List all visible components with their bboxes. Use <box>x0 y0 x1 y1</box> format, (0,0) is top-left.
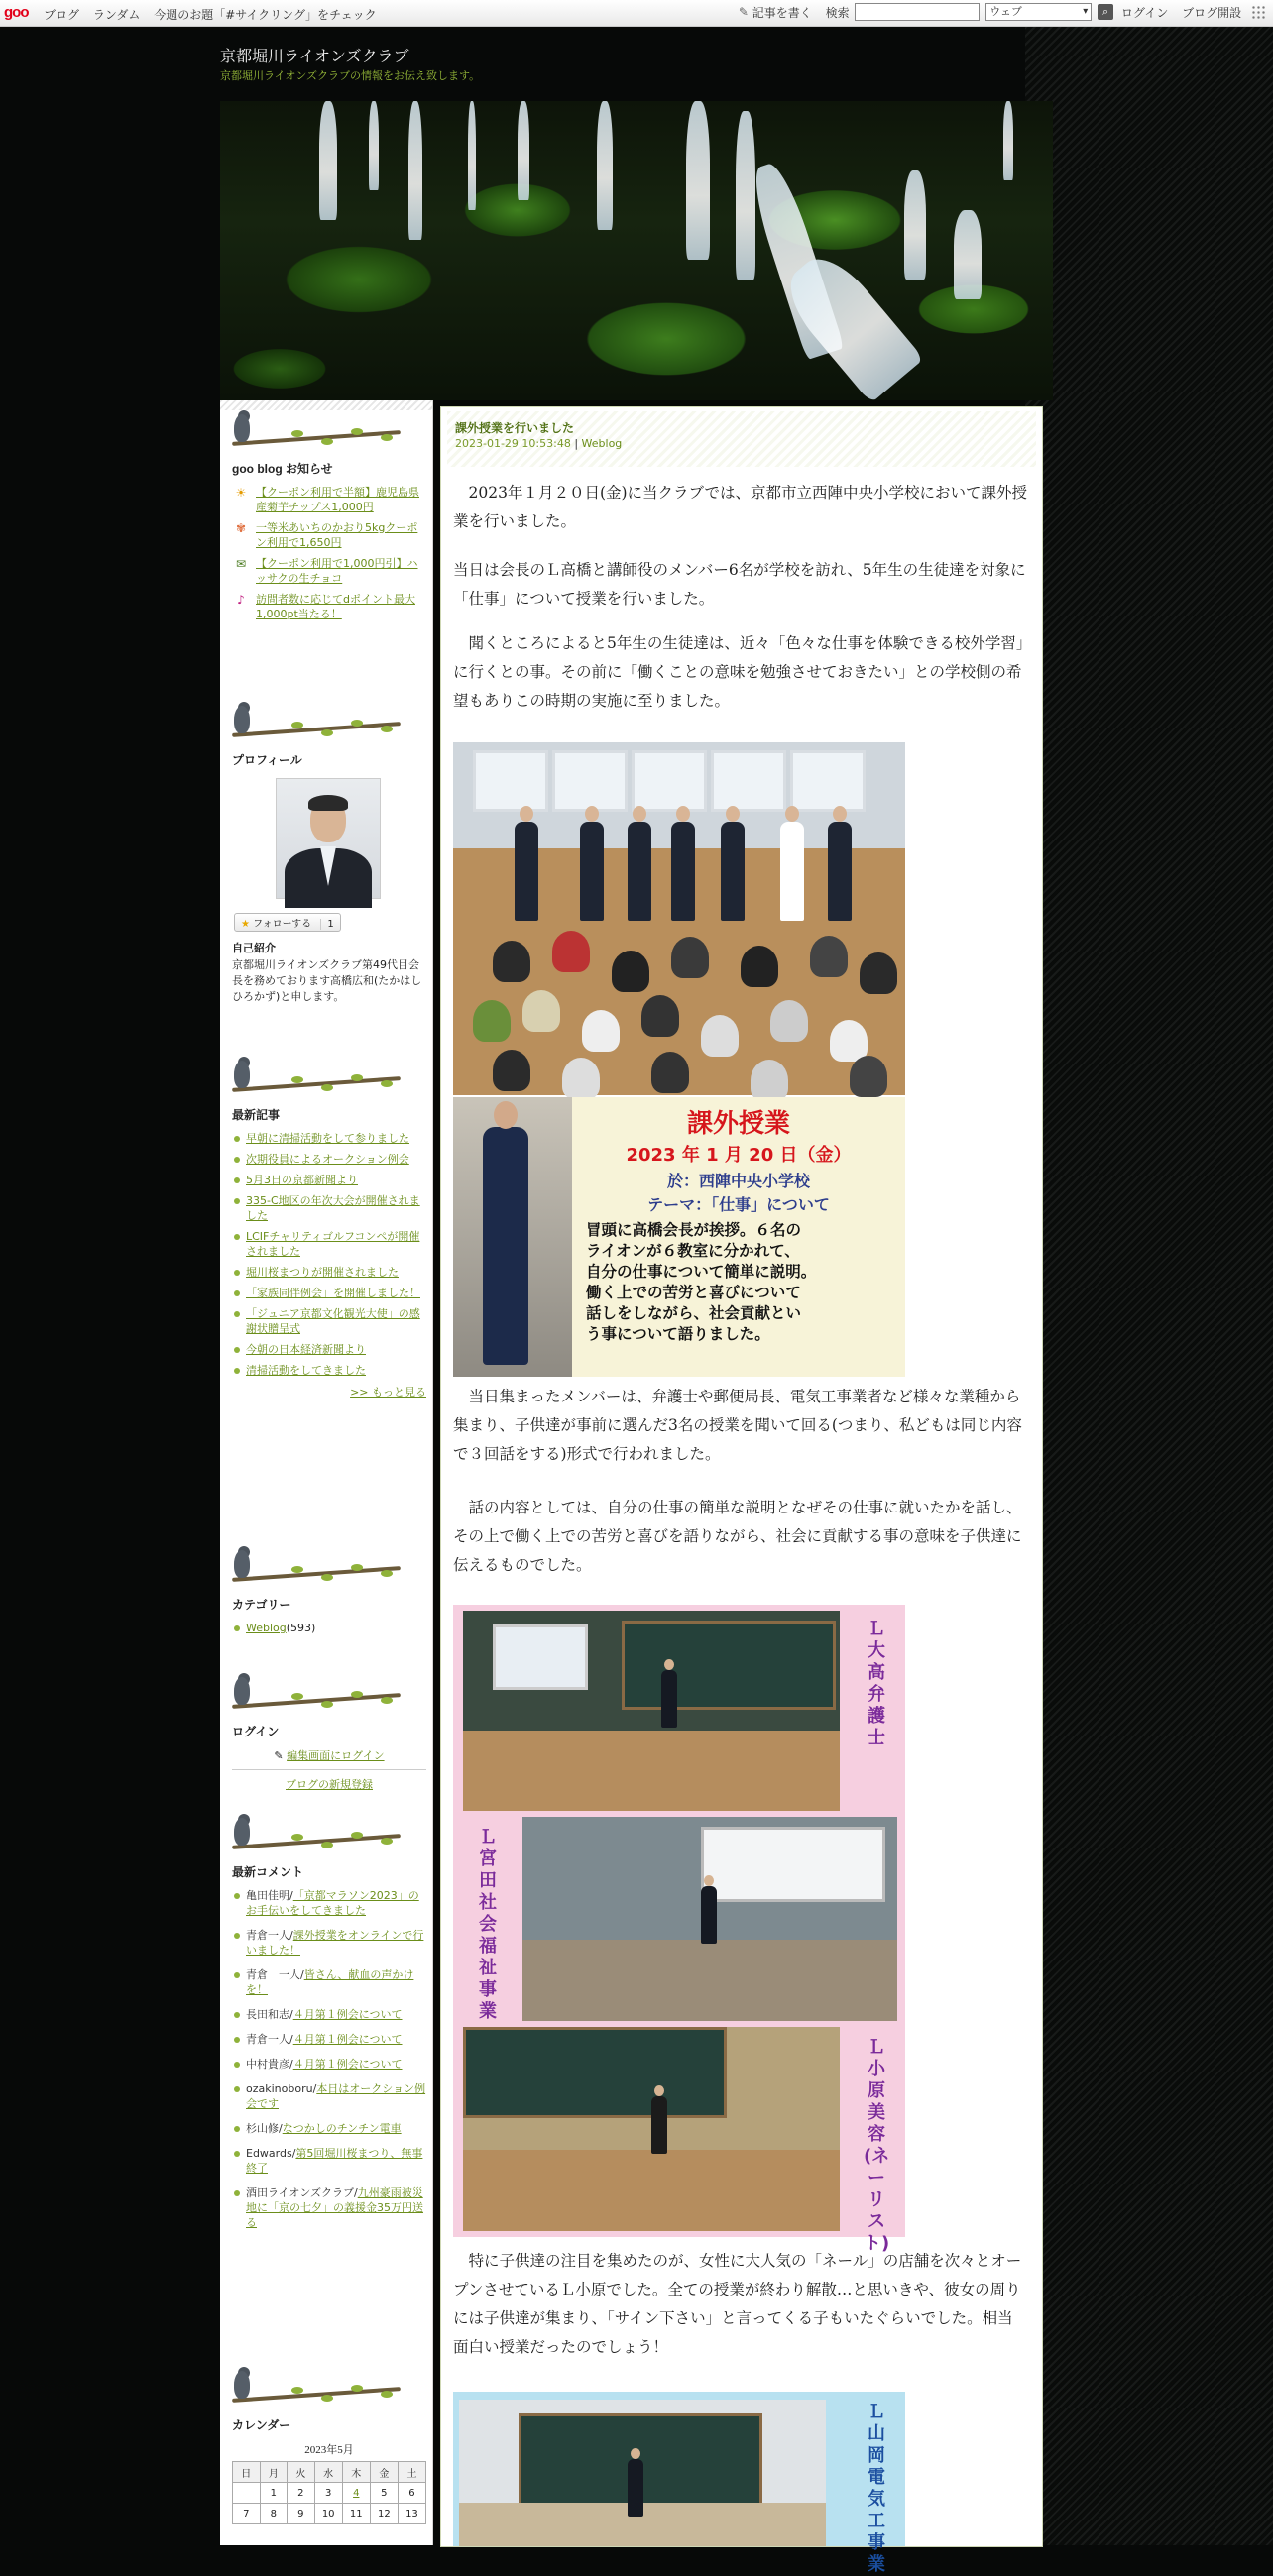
comment-user: 長田和志/ <box>246 2008 293 2021</box>
recent-post-link[interactable]: 早朝に清掃活動をして参りました <box>246 1132 409 1145</box>
meta-separator: | <box>570 437 582 450</box>
post-category-link[interactable]: Weblog <box>581 437 623 450</box>
apps-grid-icon[interactable] <box>1251 5 1265 19</box>
calendar-day: 1 <box>260 2483 288 2504</box>
category-count: (593) <box>286 1622 316 1634</box>
recent-post-link[interactable]: 「家族同伴例会」を開催しました！ <box>246 1287 420 1299</box>
list-item <box>232 1342 426 1357</box>
weekday: 土 <box>398 2462 425 2483</box>
search-input[interactable] <box>855 3 980 21</box>
news-link[interactable]: 訪問者数に応じてdポイント最大1,000pt当たる！ <box>256 593 415 620</box>
teacher-label-a: Ｌ大高 弁護士 <box>868 1619 885 1748</box>
follow-button[interactable] <box>234 913 341 932</box>
nav-blog[interactable]: ブログ <box>44 8 80 22</box>
comment-link[interactable]: 「京都マラソン2023」のお手伝いをしてきました <box>246 1889 419 1917</box>
bird-ornament-icon <box>232 2369 401 2414</box>
more-posts-link[interactable]: >> もっと見る <box>350 1386 426 1399</box>
comment-link[interactable]: なつかしのチンチン電車 <box>282 2122 402 2135</box>
sun-icon: ☀ <box>235 486 247 500</box>
search-icon[interactable]: ⌕ <box>1098 4 1113 20</box>
open-blog-link[interactable]: ブログ開設 <box>1182 5 1242 20</box>
widget-profile <box>232 704 426 1005</box>
teacher-label-c: Ｌ小原 美容(ネーリスト) <box>864 2037 890 2254</box>
comment-user: Edwards/ <box>246 2147 296 2160</box>
header-banner-image <box>220 101 1053 400</box>
list-item <box>232 1928 426 1958</box>
comment-user: 杉山修/ <box>246 2122 283 2135</box>
widget-heading: カレンダー <box>232 2418 291 2432</box>
top-nav <box>44 6 387 23</box>
calendar-day: 12 <box>370 2504 398 2524</box>
pencil-icon: ✎ <box>738 5 749 19</box>
calendar-day: 10 <box>314 2504 342 2524</box>
blog-title[interactable]: 京都堀川ライオンズクラブ <box>220 49 409 65</box>
bird-ornament-icon <box>232 704 401 749</box>
weekday: 金 <box>370 2462 398 2483</box>
sidebar <box>220 400 433 2545</box>
bird-ornament-icon <box>232 1675 401 1721</box>
comment-link[interactable]: ４月第１例会について <box>292 2033 403 2046</box>
follow-label: フォローする <box>253 919 312 930</box>
recent-post-link[interactable]: LCIFチャリティゴルフコンペが開催されました <box>246 1230 420 1258</box>
post-paragraph: 当日集まったメンバーは、弁護士や郵便局長、電気工事業者など様々な業種から集まり、子供達が事前に選んだ3名の授業を聞いて回る(つまり、私どもは同じ内容で３回話をする)形式で行われました。 <box>453 1388 1022 1463</box>
comment-link[interactable]: 第5回堀川桜まつり、無事終了 <box>246 2147 423 2175</box>
edit-login-link[interactable]: 編集画面にログイン <box>287 1749 385 1762</box>
comment-user: ozakinoboru/ <box>246 2082 317 2095</box>
calendar-day <box>233 2483 261 2504</box>
calendar-day-link[interactable]: 4 <box>342 2483 370 2504</box>
news-link[interactable]: 【クーポン利用で1,000円引】ハッサクの生チョコ <box>256 557 418 585</box>
post-paragraph: 当日は会長のＬ高橋と講師役のメンバー6名が学校を訪れ、5年生の生徒達を対象に「仕事」について授業を行いました。 <box>453 561 1026 608</box>
news-link[interactable]: 【クーポン利用で半額】鹿児島県産菊芋チップス1,000円 <box>256 486 419 513</box>
list-item <box>232 1621 426 1635</box>
weekday: 木 <box>342 2462 370 2483</box>
search-label: 検索 <box>825 5 850 20</box>
profile-avatar[interactable] <box>276 778 381 899</box>
list-item <box>232 1152 426 1167</box>
list-item <box>232 1888 426 1918</box>
calendar-day: 9 <box>288 2504 315 2524</box>
list-item <box>232 2007 426 2022</box>
news-link[interactable]: 一等米あいちのかおり5kgクーポン利用で1,650円 <box>256 521 418 549</box>
nav-random[interactable]: ランダム <box>92 8 141 22</box>
widget-comments <box>232 1816 426 2240</box>
comment-link[interactable]: ４月第１例会について <box>292 2008 403 2021</box>
note-icon: ♪ <box>237 593 245 607</box>
recent-post-link[interactable]: 堀川桜まつりが開催されました <box>246 1266 399 1279</box>
recent-post-link[interactable]: 335-C地区の年次大会が開催されました <box>246 1194 420 1222</box>
comment-user: 青倉一人/ <box>246 2033 293 2046</box>
event-poster <box>453 1097 905 1377</box>
post-paragraph: 2023年１月２０日(金)に当クラブでは、京都市立西陣中央小学校において課外授業を行いました。 <box>453 484 1028 530</box>
post-header <box>447 411 1036 467</box>
calendar-day: 11 <box>342 2504 370 2524</box>
post-datetime: 2023-01-29 10:53:48 <box>455 437 571 450</box>
widget-goo-news <box>232 412 426 627</box>
poster-theme: テーマ：「仕事」について <box>647 1195 830 1214</box>
recent-post-link[interactable]: 「ジュニア京都文化観光大使」の感謝状贈呈式 <box>246 1307 420 1335</box>
category-link[interactable]: Weblog <box>246 1622 287 1634</box>
comment-user: 中村貴彦/ <box>246 2058 293 2071</box>
weekday: 水 <box>314 2462 342 2483</box>
list-item <box>232 1967 426 1997</box>
comment-link[interactable]: 課外授業をオンラインで行いました！ <box>246 1929 424 1957</box>
follow-count: 1 <box>320 919 333 930</box>
write-post-link[interactable]: 記事を書く <box>752 5 812 20</box>
classroom-photo <box>453 742 905 1095</box>
comment-user: 酒田ライオンズクラブ/ <box>246 2186 358 2199</box>
list-item <box>232 2081 426 2111</box>
bird-ornament-icon <box>232 1548 401 1594</box>
post-paragraph: 話の内容としては、自分の仕事の簡単な説明となぜその仕事に就いたかを話し、その上で働く上での苦労と喜びを語りながら、社会に貢献する事の意味を子供達に伝えるものでした。 <box>453 1499 1022 1574</box>
pencil-icon: ✎ <box>274 1749 284 1762</box>
list-item[interactable] <box>232 556 426 586</box>
calendar-day: 3 <box>314 2483 342 2504</box>
recent-post-link[interactable]: 5月3日の京都新聞より <box>246 1174 358 1186</box>
list-item <box>232 1131 426 1146</box>
comment-link[interactable]: 九州豪雨被災地に「京の七夕」の義援金35万円送る <box>246 2186 423 2229</box>
star-icon: ★ <box>241 919 250 930</box>
new-blog-link[interactable]: ブログの新規登録 <box>286 1778 373 1791</box>
main-content <box>440 406 1043 2575</box>
list-item <box>232 2146 426 2176</box>
widget-heading: ログイン <box>232 1725 280 1738</box>
calendar-day: 8 <box>260 2504 288 2524</box>
background-texture <box>1025 27 1273 2545</box>
top-tools <box>739 3 1265 23</box>
calendar-table <box>232 2441 426 2524</box>
calendar-caption: 2023年5月 <box>304 2444 354 2456</box>
comment-user: 亀田佳明/ <box>246 1889 293 1902</box>
comment-link[interactable]: ４月第１例会について <box>292 2058 403 2071</box>
list-item <box>232 1193 426 1223</box>
nav-weekly-topic[interactable]: 今週のお題「#サイクリング」をチェック <box>154 8 377 22</box>
post-paragraph: 特に子供達の注目を集めたのが、女性に大人気の「ネール」の店舗を次々とオープンさせているＬ小原でした。全ての授業が終わり解散…と思いきや、彼女の周りには子供達が集まり、「サイン下さい」と言ってくる子もいたぐらいでした。相当面白い授業だったのでしょう！ <box>453 2252 1022 2356</box>
bird-ornament-icon <box>232 412 401 458</box>
goo-logo[interactable]: goo <box>4 4 29 21</box>
weekday: 日 <box>233 2462 261 2483</box>
widget-category <box>232 1548 426 1641</box>
post-meta <box>455 437 622 450</box>
widget-heading: 最新記事 <box>232 1108 281 1122</box>
calendar-day: 6 <box>398 2483 425 2504</box>
search-scope-select[interactable] <box>985 3 1092 21</box>
widget-heading: goo blog お知らせ <box>232 462 333 476</box>
widget-heading: カテゴリー <box>232 1598 291 1612</box>
recent-post-link[interactable]: 今朝の日本経済新聞より <box>246 1343 366 1356</box>
teacher-label-d: Ｌ山岡 電気工事業 <box>868 2402 885 2575</box>
comment-user: 青倉一人/ <box>246 1929 293 1942</box>
search-scope-value: ウェブ <box>989 5 1022 18</box>
recent-post-link[interactable]: 清掃活動をしてきました <box>246 1364 366 1377</box>
teacher-photo-yamaoka <box>453 2392 905 2575</box>
teacher-label-b: Ｌ宮田 社会福祉事業 <box>479 1827 497 2022</box>
list-item <box>232 1173 426 1187</box>
widget-heading: プロフィール <box>232 753 302 767</box>
list-item <box>232 1265 426 1280</box>
intro-text: 京都堀川ライオンズクラブ第49代目会長を務めております高橋広和(たかはし ひろかず)と申します。 <box>232 958 422 1003</box>
post-title[interactable]: 課外授業を行いました <box>455 421 575 435</box>
widget-recent-posts <box>232 1059 426 1400</box>
poster-place: 於：西陣中央小学校 <box>666 1172 810 1190</box>
bird-ornament-icon <box>232 1059 401 1104</box>
list-item <box>232 2185 426 2230</box>
recent-post-link[interactable]: 次期役員によるオークション例会 <box>246 1153 409 1166</box>
calendar-day: 13 <box>398 2504 425 2524</box>
list-item[interactable] <box>232 520 426 550</box>
login-link[interactable]: ログイン <box>1120 5 1169 20</box>
blog-description: 京都堀川ライオンズクラブの情報をお伝え致します。 <box>220 69 481 82</box>
widget-calendar <box>232 2369 426 2524</box>
list-item <box>232 1286 426 1300</box>
comment-user: 青倉 一人/ <box>246 1968 304 1981</box>
flower-icon: ✾ <box>235 521 247 535</box>
weekday: 月 <box>260 2462 288 2483</box>
list-item <box>232 1229 426 1259</box>
list-item <box>232 2121 426 2136</box>
widget-heading: 最新コメント <box>232 1865 304 1879</box>
list-item <box>232 1363 426 1378</box>
list-item <box>232 2057 426 2072</box>
list-item[interactable] <box>232 592 426 621</box>
intro-heading: 自己紹介 <box>232 942 276 954</box>
teachers-collage <box>453 1605 905 2254</box>
calendar-day: 2 <box>288 2483 315 2504</box>
comment-link[interactable]: 本日はオークション例会です <box>246 2082 426 2110</box>
list-item <box>232 1306 426 1336</box>
poster-date: 2023 年 1 月 20 日（金） <box>626 1145 852 1166</box>
calendar-day: 7 <box>233 2504 261 2524</box>
post-paragraph: 聞くところによると5年生の生徒達は、近々「色々な仕事を体験できる校外学習」に行くとの事。その前に「働くことの意味を勉強させておきたい」との学校側の希望もありこの時期の実施に至りました。 <box>453 634 1024 710</box>
list-item <box>232 2032 426 2047</box>
weekday: 火 <box>288 2462 315 2483</box>
gift-icon: ✉ <box>235 557 247 571</box>
poster-body: 冒頭に高橋会長が挨拶。６名の ライオンが６教室に分かれて、 自分の仕事について簡単に説明。 働く上での苦労と喜びについて 話しをしながら、社会貢献とい う事について語りました。 <box>586 1221 817 1343</box>
widget-login <box>232 1675 426 1792</box>
top-bar <box>0 0 1273 27</box>
comment-link[interactable]: 皆さん、献血の声かけを！ <box>246 1968 414 1996</box>
poster-title: 課外授業 <box>686 1109 790 1139</box>
calendar-day: 5 <box>370 2483 398 2504</box>
list-item[interactable] <box>232 485 426 514</box>
bird-ornament-icon <box>232 1816 401 1861</box>
